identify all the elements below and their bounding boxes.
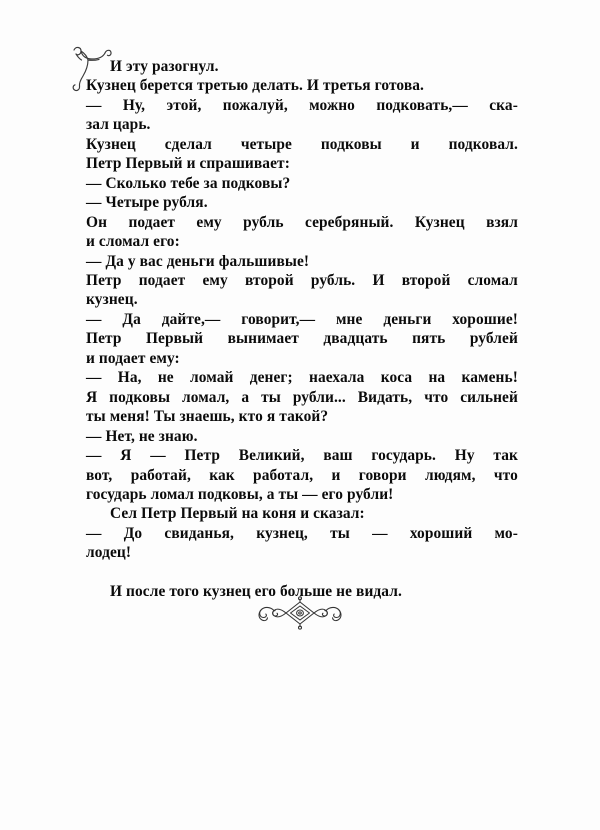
word: Великий, [238,447,305,465]
word: камень! [461,369,518,387]
word: ты [261,388,281,406]
word: работал, [253,466,314,484]
text-line: государь ломал подковы, а ты — его рубли! [86,485,394,503]
word: Я [86,388,98,406]
word: мне [335,310,363,328]
text-line: Петр Первый и спрашивает: [86,155,290,173]
word: Петр [86,330,122,348]
text-line: Сел Петр Первый на коня и сказал: [110,505,365,523]
word: денег; [249,369,293,387]
text-line [86,135,518,154]
word: и [331,466,341,484]
text-line: зал царь. [86,116,151,134]
word: людям, [424,466,476,484]
word: рубль. [310,271,356,289]
text-line: и сломал его: [86,233,180,251]
word: рубль [243,213,284,231]
word: говори [358,466,407,484]
word: Кузнец [86,135,136,153]
word: Да [122,310,141,328]
word: кузнец, [256,524,308,542]
text-line: — Сколько тебе за подковы? [86,174,291,192]
word: ты [330,524,350,542]
word: пожалуй, [222,96,288,114]
word: ему [196,213,222,231]
word: подковал. [448,135,518,153]
word: рублей [469,330,518,348]
text-line: кузнец. [86,291,138,309]
word: Ну, [122,96,146,114]
word: этой, [166,96,202,114]
word: Петр [86,271,122,289]
word: наехала [309,369,365,387]
word: вынимает [227,330,299,348]
word: подковы [320,135,382,153]
word: на [428,369,446,387]
word: — [86,524,102,542]
word: так [493,447,518,465]
word: мо- [494,524,518,542]
word: двадцать [323,330,388,348]
word: сломал [467,271,518,289]
text-line: — Нет, не знаю. [86,427,198,445]
text-line: — Четыре рубля. [86,194,208,212]
word: — [86,447,102,465]
word: ему [202,271,228,289]
text-line [86,368,518,387]
word: деньги [383,310,432,328]
word: подковать,— [376,96,468,114]
word: Кузнец [414,213,465,231]
word: — [86,310,102,328]
word: не [157,369,174,387]
text-line [86,446,518,465]
word: — [86,96,102,114]
text-line [86,310,518,329]
word: хорошие! [452,310,518,328]
word: второй [401,271,451,289]
text-line: И после того кузнец его больше не видал. [110,583,402,601]
text-line [86,388,518,407]
word: ломай [189,369,234,387]
word: ска- [489,96,518,114]
word: подает [138,271,186,289]
text-line: ты меня! Ты знаешь, кто я такой? [86,408,329,426]
word: что [493,466,518,484]
text-line [86,524,518,543]
word: а [241,388,250,406]
word: сделал [164,135,212,153]
diamond-scroll-ornament-icon [252,596,348,630]
word: Петр [184,447,220,465]
word: взял [486,213,518,231]
text-line [86,96,518,115]
word: Первый [145,330,204,348]
word: свиданья, [164,524,234,542]
word: серебряный. [304,213,394,231]
word: работай, [130,466,191,484]
word: До [123,524,143,542]
text-line: И эту разогнул. [110,58,219,75]
word: пять [412,330,446,348]
word: второй [244,271,294,289]
word: сильней [460,388,518,406]
word: Ну [454,447,475,465]
word: На, [117,369,142,387]
word: подает [128,213,176,231]
text-line: Кузнец берется третью делать. И третья готова. [86,77,424,95]
word: Он [86,213,108,231]
text-line [86,466,518,485]
word: подковы [109,388,171,406]
word: рубли... [292,388,346,406]
word: вот, [86,466,113,484]
word: — [150,447,166,465]
word: ваш [323,447,353,465]
word: коса [380,369,413,387]
word: хороший [409,524,473,542]
word: государь. [371,447,436,465]
text-line [86,271,518,290]
word: — [372,524,388,542]
word: — [86,369,102,387]
text-line: и подает ему: [86,349,180,367]
word: четыре [240,135,292,153]
word: и [410,135,420,153]
word: говорит,— [241,310,316,328]
word: можно [309,96,355,114]
word: дайте,— [161,310,221,328]
word: как [209,466,235,484]
story-text-block [86,57,518,602]
word: ломал, [182,388,230,406]
word: Видать, [357,388,413,406]
word: что [424,388,449,406]
word: Я [120,447,132,465]
text-line [86,213,518,232]
word: И [372,271,385,289]
text-line: — Да у вас деньги фальшивые! [86,252,310,270]
text-line: лодец! [86,544,132,562]
text-line [86,329,518,348]
